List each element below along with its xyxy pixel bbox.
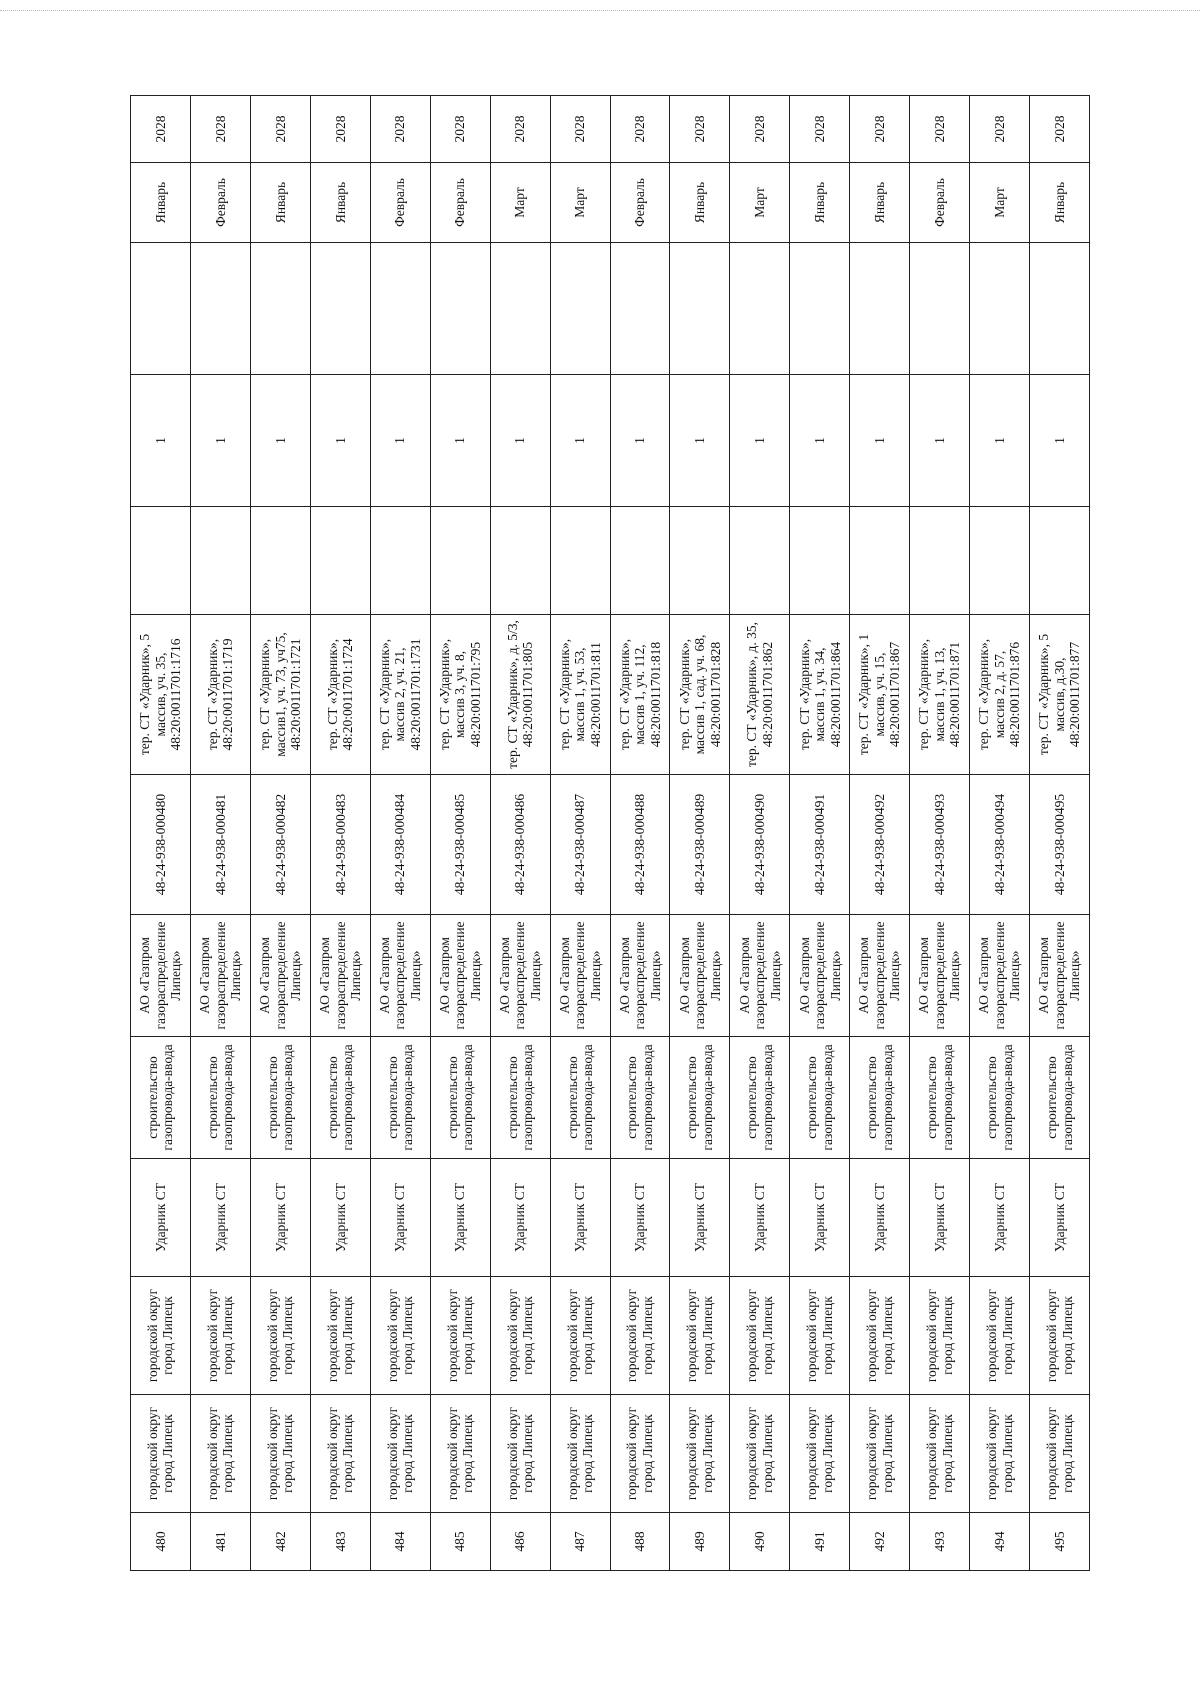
locality-cell: Ударник СТ [850, 1159, 910, 1277]
work-type-cell: строительство газопровода-ввода [790, 1037, 850, 1159]
quantity-cell: 1 [970, 375, 1030, 507]
row-number-cell: 489 [670, 1513, 730, 1571]
address-cell: тер. СТ «Ударник», массив 1, уч. 112, 48:20:0011701:818 [610, 615, 670, 775]
settlement-district-cell: городской округ город Липецк [670, 1277, 730, 1395]
municipality-cell: городской округ город Липецк [310, 1395, 370, 1513]
organization-cell: АО «Газпром газораспределение Липецк» [670, 915, 730, 1037]
settlement-district-cell: городской округ город Липецк [610, 1277, 670, 1395]
organization-cell: АО «Газпром газораспределение Липецк» [1030, 915, 1090, 1037]
municipality-cell: городской округ город Липецк [430, 1395, 490, 1513]
quantity-cell: 1 [190, 375, 250, 507]
locality-cell: Ударник СТ [550, 1159, 610, 1277]
locality-cell: Ударник СТ [430, 1159, 490, 1277]
year-cell: 2028 [430, 96, 490, 163]
table-row [370, 96, 430, 1571]
table-row [1030, 96, 1090, 1571]
locality-cell: Ударник СТ [610, 1159, 670, 1277]
settlement-district-cell: городской округ город Липецк [131, 1277, 191, 1395]
request-id-cell: 48-24-938-000482 [250, 775, 310, 915]
empty-cell [850, 507, 910, 615]
address-cell: тер. СТ «Ударник», 48:20:0011701:1719 [190, 615, 250, 775]
empty-cell [310, 243, 370, 375]
organization-cell: АО «Газпром газораспределение Липецк» [790, 915, 850, 1037]
empty-cell [850, 243, 910, 375]
year-cell: 2028 [1030, 96, 1090, 163]
municipality-cell: городской округ город Липецк [190, 1395, 250, 1513]
empty-cell [730, 243, 790, 375]
month-cell: Январь [131, 163, 191, 243]
municipality-cell: городской округ город Липецк [1030, 1395, 1090, 1513]
quantity-cell: 1 [910, 375, 970, 507]
settlement-district-cell: городской округ город Липецк [430, 1277, 490, 1395]
work-type-cell: строительство газопровода-ввода [610, 1037, 670, 1159]
address-cell: тер. СТ «Ударник», массив 1, уч. 53, 48:20:0011701:811 [550, 615, 610, 775]
municipality-cell: городской округ город Липецк [250, 1395, 310, 1513]
month-cell: Март [550, 163, 610, 243]
settlement-district-cell: городской округ город Липецк [550, 1277, 610, 1395]
request-id-cell: 48-24-938-000488 [610, 775, 670, 915]
row-number-cell: 491 [790, 1513, 850, 1571]
locality-cell: Ударник СТ [131, 1159, 191, 1277]
month-cell: Январь [850, 163, 910, 243]
table-row [610, 96, 670, 1571]
address-cell: тер. СТ «Ударник», 5 массив, уч. 35, 48:20:0011701:1716 [131, 615, 191, 775]
empty-cell [970, 507, 1030, 615]
empty-cell [1030, 507, 1090, 615]
municipality-cell: городской округ город Липецк [970, 1395, 1030, 1513]
quantity-cell: 1 [131, 375, 191, 507]
row-number-cell: 494 [970, 1513, 1030, 1571]
request-id-cell: 48-24-938-000492 [850, 775, 910, 915]
empty-cell [370, 243, 430, 375]
year-cell: 2028 [550, 96, 610, 163]
locality-cell: Ударник СТ [310, 1159, 370, 1277]
empty-cell [970, 243, 1030, 375]
work-type-cell: строительство газопровода-ввода [490, 1037, 550, 1159]
work-type-cell: строительство газопровода-ввода [430, 1037, 490, 1159]
quantity-cell: 1 [790, 375, 850, 507]
work-type-cell: строительство газопровода-ввода [910, 1037, 970, 1159]
request-id-cell: 48-24-938-000489 [670, 775, 730, 915]
quantity-cell: 1 [850, 375, 910, 507]
settlement-district-cell: городской округ город Липецк [490, 1277, 550, 1395]
empty-cell [670, 243, 730, 375]
work-type-cell: строительство газопровода-ввода [970, 1037, 1030, 1159]
locality-cell: Ударник СТ [670, 1159, 730, 1277]
row-number-cell: 488 [610, 1513, 670, 1571]
empty-cell [430, 243, 490, 375]
year-cell: 2028 [131, 96, 191, 163]
settlement-district-cell: городской округ город Липецк [850, 1277, 910, 1395]
empty-cell [430, 507, 490, 615]
request-id-cell: 48-24-938-000483 [310, 775, 370, 915]
request-id-cell: 48-24-938-000493 [910, 775, 970, 915]
empty-cell [910, 507, 970, 615]
settlement-district-cell: городской округ город Липецк [250, 1277, 310, 1395]
organization-cell: АО «Газпром газораспределение Липецк» [370, 915, 430, 1037]
row-number-cell: 482 [250, 1513, 310, 1571]
address-cell: тер. СТ «Ударник», массив 3, уч. 8, 48:20:0011701:795 [430, 615, 490, 775]
year-cell: 2028 [730, 96, 790, 163]
table-row [970, 96, 1030, 1571]
month-cell: Март [730, 163, 790, 243]
organization-cell: АО «Газпром газораспределение Липецк» [310, 915, 370, 1037]
organization-cell: АО «Газпром газораспределение Липецк» [970, 915, 1030, 1037]
request-id-cell: 48-24-938-000484 [370, 775, 430, 915]
organization-cell: АО «Газпром газораспределение Липецк» [430, 915, 490, 1037]
quantity-cell: 1 [730, 375, 790, 507]
empty-cell [610, 507, 670, 615]
municipality-cell: городской округ город Липецк [730, 1395, 790, 1513]
empty-cell [310, 507, 370, 615]
organization-cell: АО «Газпром газораспределение Липецк» [190, 915, 250, 1037]
locality-cell: Ударник СТ [730, 1159, 790, 1277]
year-cell: 2028 [190, 96, 250, 163]
table-row [910, 96, 970, 1571]
request-id-cell: 48-24-938-000495 [1030, 775, 1090, 915]
empty-cell [370, 507, 430, 615]
empty-cell [190, 243, 250, 375]
work-type-cell: строительство газопровода-ввода [310, 1037, 370, 1159]
address-cell: тер. СТ «Ударник», массив 2, д. 57, 48:20:0011701:876 [970, 615, 1030, 775]
row-number-cell: 492 [850, 1513, 910, 1571]
table-row [190, 96, 250, 1571]
request-id-cell: 48-24-938-000490 [730, 775, 790, 915]
month-cell: Январь [670, 163, 730, 243]
month-cell: Февраль [370, 163, 430, 243]
table-row [490, 96, 550, 1571]
table-row [550, 96, 610, 1571]
row-number-cell: 485 [430, 1513, 490, 1571]
empty-cell [250, 507, 310, 615]
organization-cell: АО «Газпром газораспределение Липецк» [910, 915, 970, 1037]
month-cell: Январь [1030, 163, 1090, 243]
settlement-district-cell: городской округ город Липецк [190, 1277, 250, 1395]
year-cell: 2028 [910, 96, 970, 163]
table-row [670, 96, 730, 1571]
organization-cell: АО «Газпром газораспределение Липецк» [250, 915, 310, 1037]
settlement-district-cell: городской округ город Липецк [910, 1277, 970, 1395]
month-cell: Февраль [910, 163, 970, 243]
quantity-cell: 1 [1030, 375, 1090, 507]
scan-artifact-line [0, 10, 1200, 13]
month-cell: Февраль [190, 163, 250, 243]
organization-cell: АО «Газпром газораспределение Липецк» [131, 915, 191, 1037]
table-row [430, 96, 490, 1571]
empty-cell [790, 243, 850, 375]
locality-cell: Ударник СТ [190, 1159, 250, 1277]
address-cell: тер. СТ «Ударник», д. 35, 48:20:0011701:862 [730, 615, 790, 775]
month-cell: Март [490, 163, 550, 243]
month-cell: Январь [250, 163, 310, 243]
request-id-cell: 48-24-938-000486 [490, 775, 550, 915]
row-number-cell: 490 [730, 1513, 790, 1571]
locality-cell: Ударник СТ [970, 1159, 1030, 1277]
work-type-cell: строительство газопровода-ввода [1030, 1037, 1090, 1159]
municipality-cell: городской округ город Липецк [790, 1395, 850, 1513]
address-cell: тер. СТ «Ударник», массив 1, уч. 13, 48:20:0011701:871 [910, 615, 970, 775]
row-number-cell: 493 [910, 1513, 970, 1571]
table-row [850, 96, 910, 1571]
municipality-cell: городской округ город Липецк [850, 1395, 910, 1513]
empty-cell [490, 243, 550, 375]
year-cell: 2028 [670, 96, 730, 163]
empty-cell [670, 507, 730, 615]
work-type-cell: строительство газопровода-ввода [370, 1037, 430, 1159]
settlement-district-cell: городской округ город Липецк [790, 1277, 850, 1395]
address-cell: тер. СТ «Ударник», 5 массив, д.30, 48:20:0011701:877 [1030, 615, 1090, 775]
gasification-schedule-table [130, 95, 1090, 1571]
quantity-cell: 1 [370, 375, 430, 507]
municipality-cell: городской округ город Липецк [131, 1395, 191, 1513]
month-cell: Февраль [430, 163, 490, 243]
municipality-cell: городской округ город Липецк [910, 1395, 970, 1513]
table-row [730, 96, 790, 1571]
settlement-district-cell: городской округ город Липецк [310, 1277, 370, 1395]
empty-cell [550, 243, 610, 375]
document-page [130, 115, 1090, 1571]
municipality-cell: городской округ город Липецк [610, 1395, 670, 1513]
locality-cell: Ударник СТ [370, 1159, 430, 1277]
request-id-cell: 48-24-938-000491 [790, 775, 850, 915]
row-number-cell: 495 [1030, 1513, 1090, 1571]
empty-cell [790, 507, 850, 615]
month-cell: Март [970, 163, 1030, 243]
quantity-cell: 1 [430, 375, 490, 507]
quantity-cell: 1 [490, 375, 550, 507]
request-id-cell: 48-24-938-000481 [190, 775, 250, 915]
organization-cell: АО «Газпром газораспределение Липецк» [850, 915, 910, 1037]
municipality-cell: городской округ город Липецк [550, 1395, 610, 1513]
empty-cell [250, 243, 310, 375]
request-id-cell: 48-24-938-000485 [430, 775, 490, 915]
table-row [310, 96, 370, 1571]
table-body [131, 96, 1090, 1571]
organization-cell: АО «Газпром газораспределение Липецк» [490, 915, 550, 1037]
row-number-cell: 481 [190, 1513, 250, 1571]
work-type-cell: строительство газопровода-ввода [730, 1037, 790, 1159]
settlement-district-cell: городской округ город Липецк [1030, 1277, 1090, 1395]
address-cell: тер. СТ «Ударник», массив 2, уч. 21, 48:20:0011701:1731 [370, 615, 430, 775]
work-type-cell: строительство газопровода-ввода [850, 1037, 910, 1159]
year-cell: 2028 [610, 96, 670, 163]
month-cell: Январь [790, 163, 850, 243]
organization-cell: АО «Газпром газораспределение Липецк» [610, 915, 670, 1037]
locality-cell: Ударник СТ [1030, 1159, 1090, 1277]
year-cell: 2028 [790, 96, 850, 163]
month-cell: Февраль [610, 163, 670, 243]
municipality-cell: городской округ город Липецк [670, 1395, 730, 1513]
address-cell: тер. СТ «Ударник», 48:20:0011701:1724 [310, 615, 370, 775]
quantity-cell: 1 [550, 375, 610, 507]
work-type-cell: строительство газопровода-ввода [250, 1037, 310, 1159]
row-number-cell: 480 [131, 1513, 191, 1571]
empty-cell [610, 243, 670, 375]
row-number-cell: 487 [550, 1513, 610, 1571]
quantity-cell: 1 [610, 375, 670, 507]
municipality-cell: городской округ город Липецк [370, 1395, 430, 1513]
work-type-cell: строительство газопровода-ввода [550, 1037, 610, 1159]
quantity-cell: 1 [310, 375, 370, 507]
locality-cell: Ударник СТ [790, 1159, 850, 1277]
locality-cell: Ударник СТ [910, 1159, 970, 1277]
year-cell: 2028 [370, 96, 430, 163]
table-row [131, 96, 191, 1571]
empty-cell [730, 507, 790, 615]
address-cell: тер. СТ «Ударник», массив 1, сад. уч. 68, 48:20:0011701:828 [670, 615, 730, 775]
locality-cell: Ударник СТ [490, 1159, 550, 1277]
request-id-cell: 48-24-938-000487 [550, 775, 610, 915]
organization-cell: АО «Газпром газораспределение Липецк» [550, 915, 610, 1037]
request-id-cell: 48-24-938-000480 [131, 775, 191, 915]
empty-cell [1030, 243, 1090, 375]
work-type-cell: строительство газопровода-ввода [131, 1037, 191, 1159]
settlement-district-cell: городской округ город Липецк [730, 1277, 790, 1395]
empty-cell [131, 507, 191, 615]
empty-cell [190, 507, 250, 615]
address-cell: тер. СТ «Ударник», 1 массив, уч. 15, 48:20:0011701:867 [850, 615, 910, 775]
empty-cell [131, 243, 191, 375]
address-cell: тер. СТ «Ударник», массив1, уч. 73, уч75, 48:20:0011701:1721 [250, 615, 310, 775]
month-cell: Январь [310, 163, 370, 243]
year-cell: 2028 [970, 96, 1030, 163]
empty-cell [490, 507, 550, 615]
organization-cell: АО «Газпром газораспределение Липецк» [730, 915, 790, 1037]
empty-cell [550, 507, 610, 615]
rotated-table-wrapper [130, 115, 1090, 1571]
quantity-cell: 1 [670, 375, 730, 507]
row-number-cell: 486 [490, 1513, 550, 1571]
year-cell: 2028 [490, 96, 550, 163]
settlement-district-cell: городской округ город Липецк [370, 1277, 430, 1395]
locality-cell: Ударник СТ [250, 1159, 310, 1277]
address-cell: тер. СТ «Ударник», д. 5/3, 48:20:0011701:805 [490, 615, 550, 775]
municipality-cell: городской округ город Липецк [490, 1395, 550, 1513]
year-cell: 2028 [850, 96, 910, 163]
work-type-cell: строительство газопровода-ввода [670, 1037, 730, 1159]
settlement-district-cell: городской округ город Липецк [970, 1277, 1030, 1395]
work-type-cell: строительство газопровода-ввода [190, 1037, 250, 1159]
request-id-cell: 48-24-938-000494 [970, 775, 1030, 915]
empty-cell [910, 243, 970, 375]
row-number-cell: 483 [310, 1513, 370, 1571]
year-cell: 2028 [310, 96, 370, 163]
row-number-cell: 484 [370, 1513, 430, 1571]
table-row [250, 96, 310, 1571]
table-row [790, 96, 850, 1571]
quantity-cell: 1 [250, 375, 310, 507]
year-cell: 2028 [250, 96, 310, 163]
address-cell: тер. СТ «Ударник», массив 1, уч. 34, 48:20:0011701:864 [790, 615, 850, 775]
